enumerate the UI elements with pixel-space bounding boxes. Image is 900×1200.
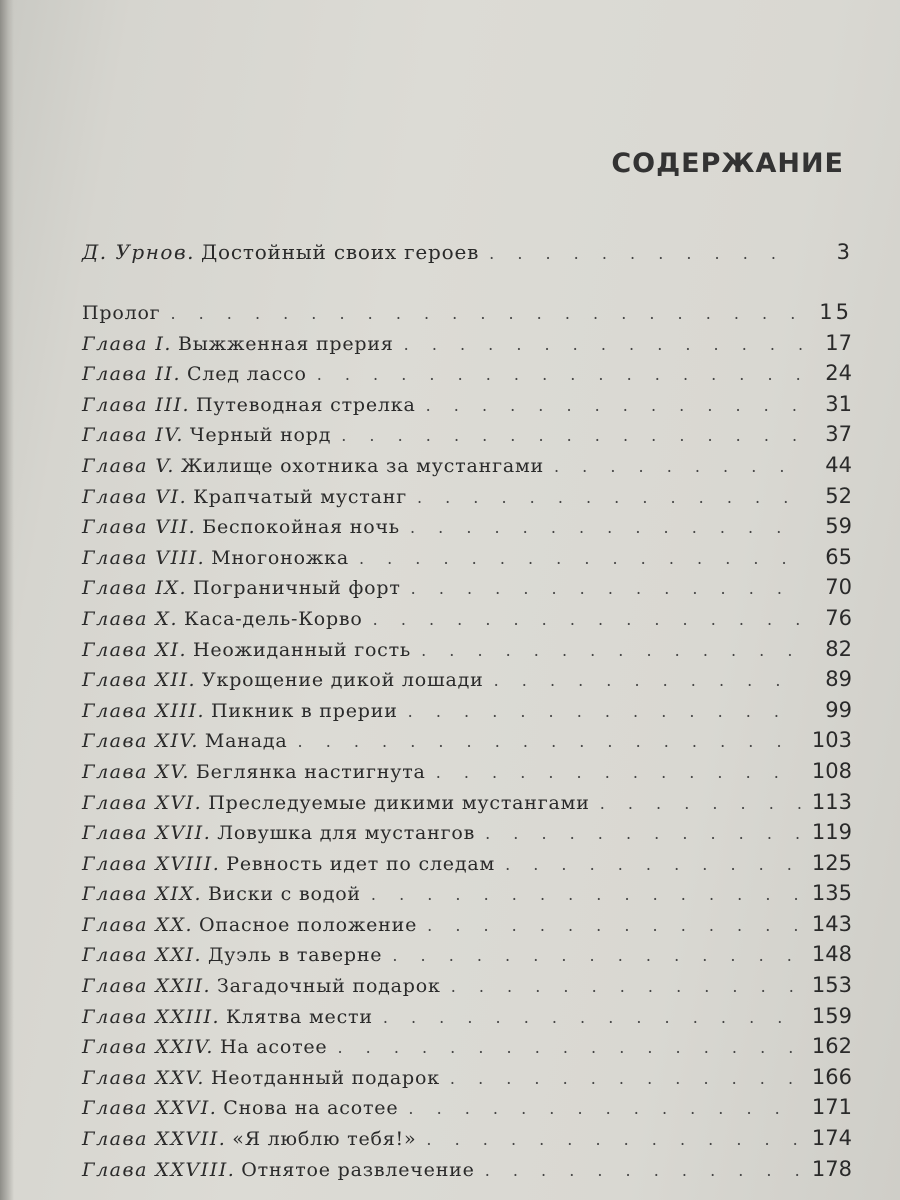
chapter-page-number: 153 — [811, 973, 852, 998]
chapter-label: Глава IV. — [82, 424, 184, 447]
chapter-page-number: 59 — [825, 514, 852, 539]
chapter-title: Беспокойная ночь — [202, 516, 400, 539]
chapter-page-number: 99 — [825, 697, 852, 722]
toc-entry-chapter — [82, 851, 852, 882]
toc-entry-chapter — [82, 361, 852, 392]
toc-entry-chapter — [82, 667, 852, 698]
chapter-label: Глава XXVI. — [82, 1097, 218, 1120]
page-edge-shadow — [0, 0, 14, 1200]
chapter-label: Глава XXIII. — [82, 1005, 221, 1028]
prologue-title: Пролог — [82, 302, 161, 324]
dot-leader — [505, 855, 802, 874]
dot-leader — [411, 579, 802, 598]
toc-entry-chapter — [82, 728, 852, 759]
intro-title: Достойный своих героев — [200, 240, 480, 264]
toc-entry-chapter — [82, 759, 852, 790]
toc-entry-chapter — [82, 1095, 852, 1126]
chapter-title: Каса-дель-Корво — [184, 607, 363, 630]
chapter-title: Жилище охотника за мустангами — [180, 454, 544, 477]
chapter-label: Глава I. — [82, 332, 172, 355]
chapter-label: Глава XVI. — [82, 791, 203, 814]
chapter-page-number: 44 — [825, 452, 852, 477]
chapter-page-number: 70 — [825, 575, 852, 600]
chapter-label: Глава XXII. — [82, 975, 212, 998]
chapter-page-number: 76 — [825, 605, 852, 630]
chapter-title: Снова на асотее — [223, 1097, 399, 1120]
toc-entry-chapter — [82, 331, 852, 362]
chapter-label: Глава III. — [82, 393, 190, 416]
chapter-label: Глава XXI. — [82, 944, 203, 967]
chapter-page-number: 52 — [825, 483, 852, 508]
chapter-page-number: 17 — [825, 330, 852, 355]
toc-entry-chapter — [82, 820, 852, 851]
chapter-page-number: 103 — [811, 728, 852, 753]
chapter-page-number: 37 — [825, 422, 852, 447]
chapter-label: Глава V. — [82, 454, 175, 477]
toc-entry-intro — [82, 240, 850, 280]
chapter-title: Выжженная прерия — [177, 332, 394, 355]
chapter-label: Глава II. — [82, 363, 181, 386]
chapter-page-number: 166 — [811, 1064, 852, 1089]
dot-leader — [451, 977, 802, 996]
dot-leader — [408, 702, 802, 721]
chapter-page-number: 119 — [811, 820, 852, 845]
chapter-title: На асотее — [219, 1036, 328, 1059]
toc-entry-chapter — [82, 484, 852, 515]
toc-entry-chapter — [82, 698, 852, 729]
dot-leader — [410, 518, 802, 537]
toc-entry-chapter — [82, 606, 852, 637]
dot-leader — [341, 426, 802, 445]
dot-leader — [170, 304, 802, 323]
prologue-page-number: 15 — [819, 300, 852, 324]
intro-entry — [82, 240, 850, 280]
chapter-label: Глава XXV. — [82, 1066, 205, 1089]
chapter-title: Клятва мести — [226, 1005, 373, 1028]
dot-leader — [450, 1069, 802, 1088]
toc-entry-chapter — [82, 1004, 852, 1035]
toc-entry-prologue — [82, 300, 852, 331]
chapter-label: Глава XIV. — [82, 730, 199, 753]
dot-leader — [383, 1008, 802, 1027]
toc-entry-chapter — [82, 942, 852, 973]
chapter-title: Опасное положение — [199, 913, 418, 936]
dot-leader — [373, 610, 802, 629]
chapter-label: Глава XVIII. — [82, 852, 221, 875]
chapter-title: Укрощение дикой лошади — [202, 669, 484, 692]
chapter-title: Путеводная стрелка — [196, 393, 416, 416]
dot-leader — [337, 1038, 801, 1057]
chapter-label: Глава VII. — [82, 516, 197, 539]
chapter-title: Ревность идет по следам — [226, 852, 496, 875]
chapter-page-number: 148 — [811, 942, 852, 967]
chapter-title: Дуэль в таверне — [208, 944, 383, 967]
chapter-page-number: 89 — [825, 667, 852, 692]
dot-leader — [421, 641, 802, 660]
dot-leader — [426, 396, 802, 415]
dot-leader — [317, 365, 802, 384]
chapter-title: Ловушка для мустангов — [217, 822, 476, 845]
chapter-title: След лассо — [186, 363, 307, 386]
chapter-page-number: 143 — [811, 911, 852, 936]
dot-leader — [298, 732, 802, 751]
toc-entry-chapter — [82, 1126, 852, 1157]
dot-leader — [485, 1161, 802, 1180]
toc-entry-chapter — [82, 422, 852, 453]
dot-leader — [485, 824, 802, 843]
chapter-label: Глава VI. — [82, 485, 188, 508]
chapter-page-number: 125 — [811, 850, 852, 875]
toc-entry-chapter — [82, 453, 852, 484]
dot-leader — [417, 488, 802, 507]
chapter-page-number: 135 — [811, 881, 852, 906]
toc-entry-chapter — [82, 545, 852, 576]
chapter-title: Виски с водой — [208, 883, 361, 906]
chapter-page-number: 82 — [825, 636, 852, 661]
dot-leader — [489, 244, 800, 263]
toc-entry-chapter — [82, 575, 852, 606]
chapter-title: Неожиданный гость — [193, 638, 412, 661]
intro-page-number: 3 — [836, 240, 850, 264]
chapter-label: Глава VIII. — [82, 546, 206, 569]
chapter-page-number: 31 — [825, 391, 852, 416]
dot-leader — [427, 916, 802, 935]
chapter-label: Глава IX. — [82, 577, 188, 600]
chapter-title: Пикник в прерии — [211, 699, 398, 722]
dot-leader — [436, 763, 802, 782]
toc-entry-chapter — [82, 1157, 852, 1188]
chapter-title: Многоножка — [211, 546, 349, 569]
chapter-page-number: 159 — [811, 1003, 852, 1028]
chapter-label: Глава XXIV. — [82, 1036, 214, 1059]
toc-entry-chapter — [82, 1034, 852, 1065]
chapter-page-number: 162 — [811, 1034, 852, 1059]
toc-entry-chapter — [82, 1065, 852, 1096]
chapter-page-number: 65 — [825, 544, 852, 569]
chapter-title: Пограничный форт — [193, 577, 401, 600]
dot-leader — [600, 794, 802, 813]
chapter-label: Глава XII. — [82, 669, 197, 692]
dot-leader — [426, 1130, 801, 1149]
chapter-title: Манада — [204, 730, 288, 753]
dot-leader — [371, 885, 802, 904]
intro-author: Д. Урнов. — [82, 240, 195, 264]
table-of-contents — [82, 300, 852, 1187]
page-title: СОДЕРЖАНИЕ — [611, 148, 844, 179]
chapter-page-number: 113 — [811, 789, 852, 814]
chapter-label: Глава XVII. — [82, 822, 212, 845]
chapter-title: «Я люблю тебя!» — [232, 1128, 417, 1151]
chapter-title: Черный норд — [189, 424, 332, 447]
chapter-title: Преследуемые дикими мустангами — [208, 791, 590, 814]
chapter-title: Крапчатый мустанг — [193, 485, 407, 508]
chapter-page-number: 174 — [811, 1126, 852, 1151]
chapter-page-number: 108 — [811, 758, 852, 783]
dot-leader — [554, 457, 802, 476]
toc-entry-chapter — [82, 881, 852, 912]
toc-entry-chapter — [82, 790, 852, 821]
chapter-label: Глава XIII. — [82, 699, 206, 722]
chapter-label: Глава XXVIII. — [82, 1158, 236, 1181]
chapter-label: Глава XX. — [82, 913, 194, 936]
dot-leader — [359, 549, 802, 568]
toc-entry-chapter — [82, 392, 852, 423]
chapter-label: Глава XIX. — [82, 883, 203, 906]
dot-leader — [494, 671, 802, 690]
toc-entry-chapter — [82, 514, 852, 545]
chapter-label: Глава XI. — [82, 638, 188, 661]
chapter-label: Глава X. — [82, 607, 178, 630]
chapter-page-number: 178 — [811, 1156, 852, 1181]
chapter-page-number: 24 — [825, 361, 852, 386]
chapter-title: Загадочный подарок — [217, 975, 441, 998]
toc-entry-chapter — [82, 912, 852, 943]
chapter-title: Неотданный подарок — [210, 1066, 440, 1089]
dot-leader — [392, 946, 802, 965]
chapter-label: Глава XXVII. — [82, 1128, 227, 1151]
toc-entry-chapter — [82, 973, 852, 1004]
dot-leader — [408, 1099, 802, 1118]
chapter-page-number: 171 — [811, 1095, 852, 1120]
dot-leader — [404, 335, 802, 354]
chapter-title: Беглянка настигнута — [195, 760, 426, 783]
toc-entry-chapter — [82, 637, 852, 668]
chapter-title: Отнятое развлечение — [241, 1158, 475, 1181]
chapter-label: Глава XV. — [82, 760, 190, 783]
